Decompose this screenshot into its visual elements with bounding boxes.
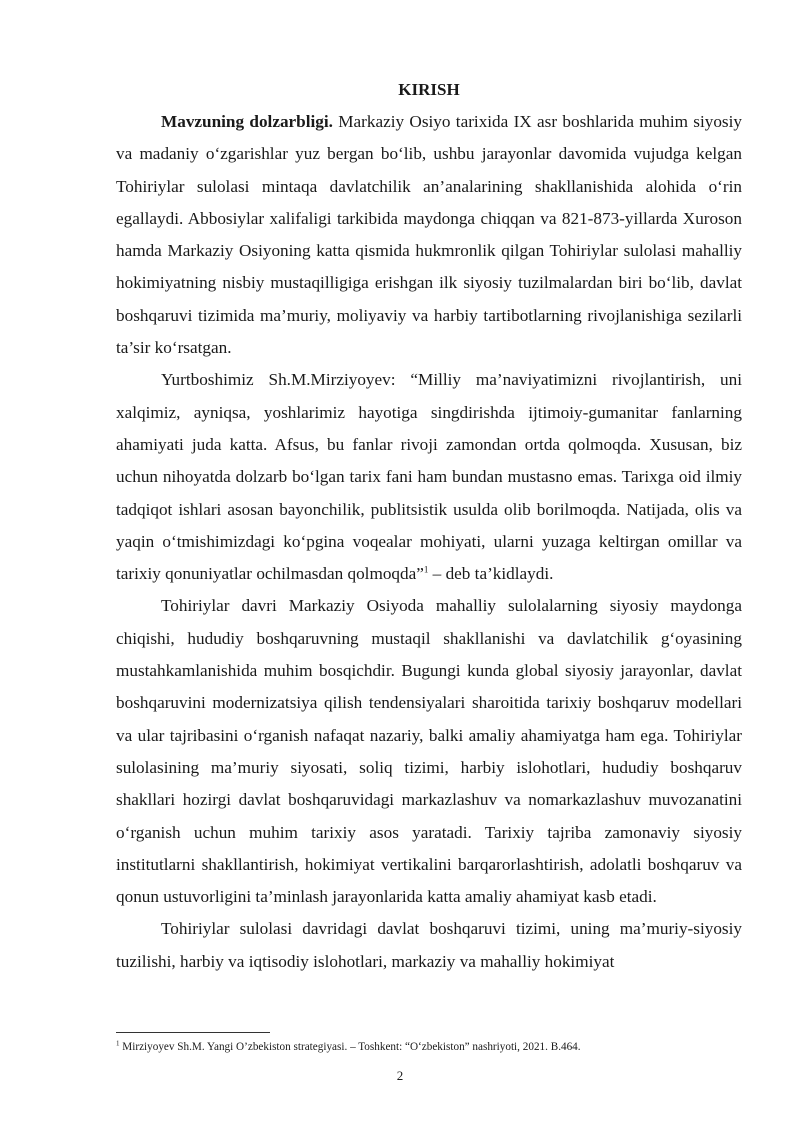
document-body xyxy=(116,74,742,978)
quote-tail: – deb ta’kidlaydi. xyxy=(428,564,554,584)
paragraph-tahirid-period: Tohiriylar davri Markaziy Osiyoda mahalliy sulolalarning siyosiy maydonga chiqishi, hududiy boshqaruvning mustaqil shakllanishi va davlatchilik g‘oyasining mustahkamlanishida muhim bosqichdir. Bugungi kunda global siyosiy jarayonlar, davlat boshqaruvini modernizatsiya qilish tendensiyalari sharoitida tarixiy boshqaruv modellari va ular tajribasini o‘rganish nafaqat nazariy, balki amaliy ahamiyatga ham ega. Tohiriylar sulolasining ma’muriy siyosati, soliq tizimi, harbiy islohotlari, hududiy boshqaruv shakllari hozirgi davlat boshqaruvidagi markazlashuv va nomarkazlashuv muvozanatini o‘rganish uchun muhim tarixiy asos yaratadi. Tarixiy tajriba zamonaviy siyosiy institutlarni shakllantirish, hokimiyat vertikalini barqarorlashtirish, adolatli boshqaruv va qonun ustuvorligini ta’minlash jarayonlarida katta amaliy ahamiyat kasb etadi. xyxy=(116,596,742,907)
footnote-mark: 1 xyxy=(116,1039,120,1048)
paragraph-governance: Tohiriylar sulolasi davridagi davlat boshqaruvi tizimi, uning ma’muriy-siyosiy tuzilishi, harbiy va iqtisodiy islohotlari, markaziy va mahalliy hokimiyat xyxy=(116,919,742,971)
footnote-reference[interactable]: 1 xyxy=(423,564,429,575)
page-number: 2 xyxy=(396,1068,404,1083)
relevance-lead: Mavzuning dolzarbligi. xyxy=(161,112,333,131)
footnote-text: Mirziyoyev Sh.M. Yangi O’zbekiston strategiyasi. – Toshkent: “O‘zbekiston” nashriyoti, 2021. B.464. xyxy=(119,1041,581,1053)
section-heading: KIRISH xyxy=(398,80,460,99)
paragraph-quote xyxy=(116,364,742,590)
footnote xyxy=(116,1040,742,1054)
paragraph-relevance xyxy=(116,106,742,364)
footnote-separator xyxy=(116,1032,270,1033)
relevance-text: Markaziy Osiyo tarixida IX asr boshlarida muhim siyosiy va madaniy o‘zgarishlar yuz bergan bo‘lib, ushbu jarayonlar davomida vujudga kelgan Tohiriylar sulolasi mintaqa davlatchilik an’analarining shakllanishida alohida o‘rin egallaydi. Abbosiylar xalifaligi tarkibida maydonga chiqqan va 821-873-yillarda Xuroson hamda Markaziy Osiyoning katta qismida hukmronlik qilgan Tohiriylar sulolasi mahalliy hokimiyatning nisbiy mustaqilligiga erishgan ilk siyosiy tuzilmalardan biri bo‘lib, davlat boshqaruvi tizimida ma’muriy, moliyaviy va harbiy tartibotlarning rivojlanishiga sezilarli ta’sir ko‘rsatgan. xyxy=(116,112,742,358)
quote-text: Yurtboshimiz Sh.M.Mirziyoyev: “Milliy ma’naviyatimizni rivojlantirish, uni xalqimiz, ayniqsa, yoshlarimiz hayotiga singdirishda ijtimoiy-gumanitar fanlarning ahamiyati juda katta. Afsus, bu fanlar rivoji zamondan ortda qolmoqda. Xususan, biz uchun nihoyatda dolzarb bo‘lgan tarix fani ham bundan mustasno emas. Tarixga oid ilmiy tadqiqot ishlari asosan bayonchilik, publitsistik usulda olib borilmoqda. Natijada, olis va yaqin o‘tmishimizdagi ko‘pgina voqealar mohiyati, ularni yuzaga keltirgan omillar va tarixiy qonuniyatlar ochilmasdan qolmoqda” xyxy=(116,370,742,584)
